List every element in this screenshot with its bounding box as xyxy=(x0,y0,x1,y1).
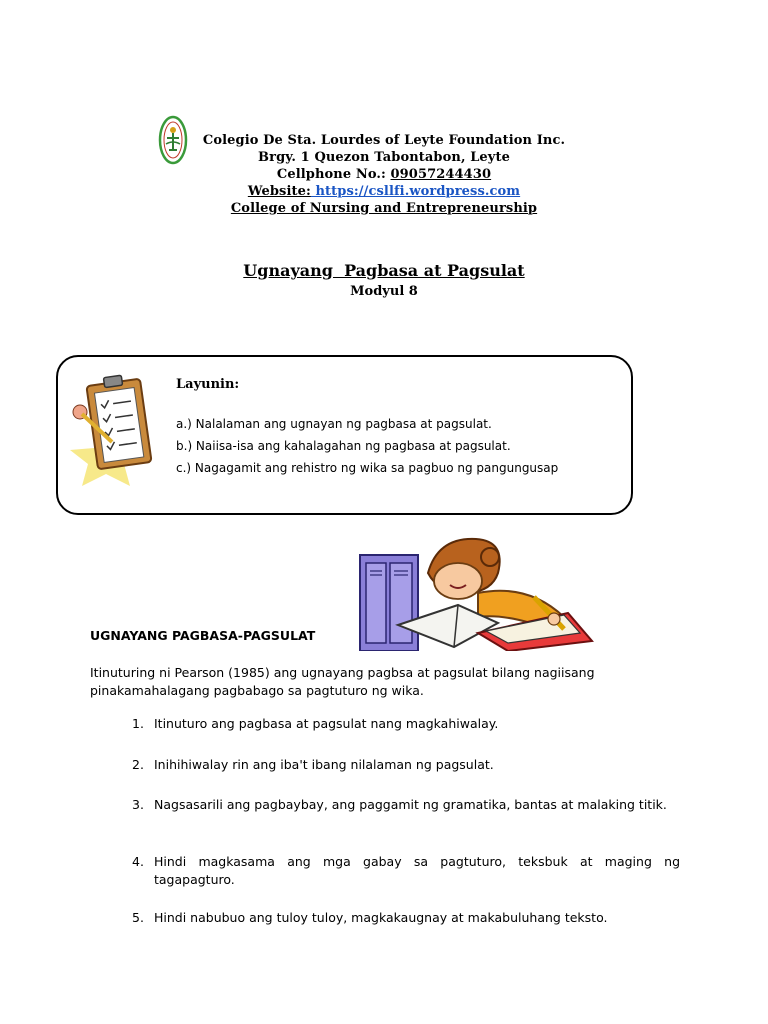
objectives-list xyxy=(176,416,558,482)
objective-letter: a. xyxy=(176,417,188,431)
list-item-text: Hindi magkasama ang mga gabay sa pagtuturo, teksbuk at maging ng tagapagturo. xyxy=(154,854,680,887)
list-item xyxy=(132,715,680,733)
cellphone-number: 09057244430 xyxy=(390,167,492,182)
cellphone-label: Cellphone No.: xyxy=(276,167,391,182)
module-subtitle: Modyul 8 xyxy=(350,284,418,299)
objective-letter: c. xyxy=(176,461,187,475)
website-label: Website: xyxy=(247,184,311,199)
cellphone-line xyxy=(158,166,610,183)
list-item-text: Inihihiwalay rin ang iba't ibang nilalaman ng pagsulat. xyxy=(154,757,494,772)
clipboard-checklist-icon xyxy=(66,368,158,486)
objective-item xyxy=(176,438,558,460)
list-item xyxy=(132,796,680,814)
institution-address: Brgy. 1 Quezon Tabontabon, Leyte xyxy=(258,150,510,165)
list-item-number: 2. xyxy=(132,757,144,772)
objectives-heading: Layunin: xyxy=(176,377,240,392)
list-item-number: 4. xyxy=(132,854,144,869)
objective-text: ) Nalalaman ang ugnayan ng pagbasa at pagsulat. xyxy=(187,417,492,431)
list-item xyxy=(132,756,680,774)
list-item-number: 3. xyxy=(132,797,144,812)
list-item xyxy=(132,909,680,927)
intro-paragraph: Itinuturing ni Pearson (1985) ang ugnayang pagbsa at pagsulat bilang nagiisang pinakamahalagang pagbabago sa pagtuturo ng wika. xyxy=(90,665,595,698)
institution-name: Colegio De Sta. Lourdes of Leyte Foundation Inc. xyxy=(202,133,566,148)
list-item-number: 5. xyxy=(132,910,144,925)
objective-letter: b. xyxy=(176,439,188,453)
website-link[interactable]: https://csllfi.wordpress.com xyxy=(310,184,521,199)
letterhead xyxy=(158,132,610,217)
list-item-text: Itinuturo ang pagbasa at pagsulat nang magkahiwalay. xyxy=(154,716,499,731)
objective-text: ) Nagagamit ang rehistro ng wika sa pagbuo ng pangungusap xyxy=(186,461,559,475)
college-name: College of Nursing and Entrepreneurship xyxy=(230,201,538,216)
list-item-text: Hindi nabubuo ang tuloy tuloy, magkakaugnay at makabuluhang teksto. xyxy=(154,910,608,925)
list-item-number: 1. xyxy=(132,716,144,731)
list-item xyxy=(132,853,680,889)
girl-reading-illustration xyxy=(358,533,594,651)
section-heading: UGNAYANG PAGBASA-PAGSULAT xyxy=(90,628,316,643)
objective-text: ) Naiisa-isa ang kahalagahan ng pagbasa at pagsulat. xyxy=(187,439,511,453)
module-title: Ugnayang Pagbasa at Pagsulat xyxy=(243,261,525,280)
website-line xyxy=(158,183,610,200)
objective-item xyxy=(176,460,558,482)
list-item-text: Nagsasarili ang pagbaybay, ang paggamit ng gramatika, bantas at malaking titik. xyxy=(154,797,667,812)
objective-item xyxy=(176,416,558,438)
